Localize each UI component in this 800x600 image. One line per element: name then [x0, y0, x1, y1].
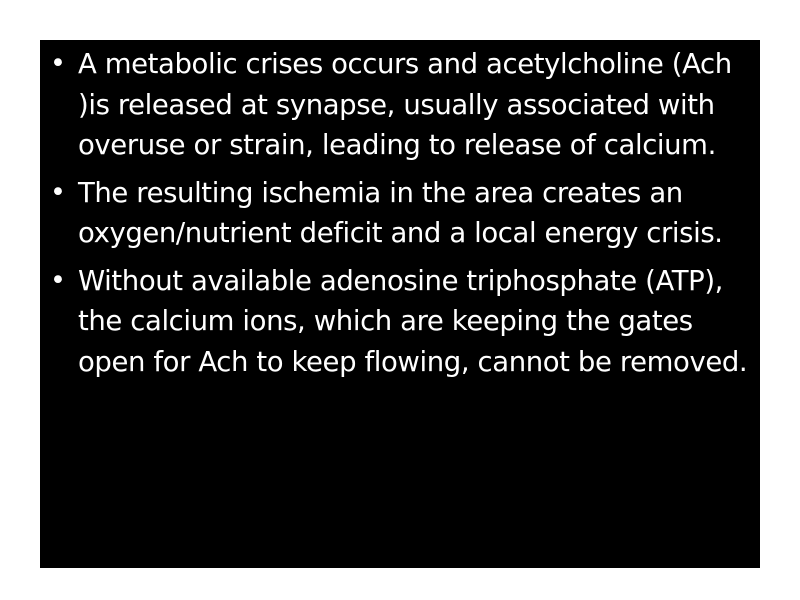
bullet-text: The resulting ischemia in the area creates an oxygen/nutrient deficit and a local energy crisis.	[78, 176, 723, 249]
bullet-dot-icon: •	[50, 176, 66, 208]
bullet-item-2	[40, 173, 752, 254]
bullet-dot-icon: •	[50, 264, 66, 296]
bullet-list	[40, 44, 752, 389]
bullet-text: A metabolic crises occurs and acetylcholine (Ach )is released at synapse, usually associated with overuse or strain, leading to release of calcium.	[78, 48, 732, 161]
bullet-item-3	[40, 261, 752, 383]
slide-panel	[40, 40, 760, 568]
bullet-text: Without available adenosine triphosphate (ATP), the calcium ions, which are keeping the gates open for Ach to keep flowing, cannot be removed.	[78, 264, 748, 378]
bullet-dot-icon: •	[50, 48, 66, 79]
bullet-item-1	[40, 44, 752, 166]
